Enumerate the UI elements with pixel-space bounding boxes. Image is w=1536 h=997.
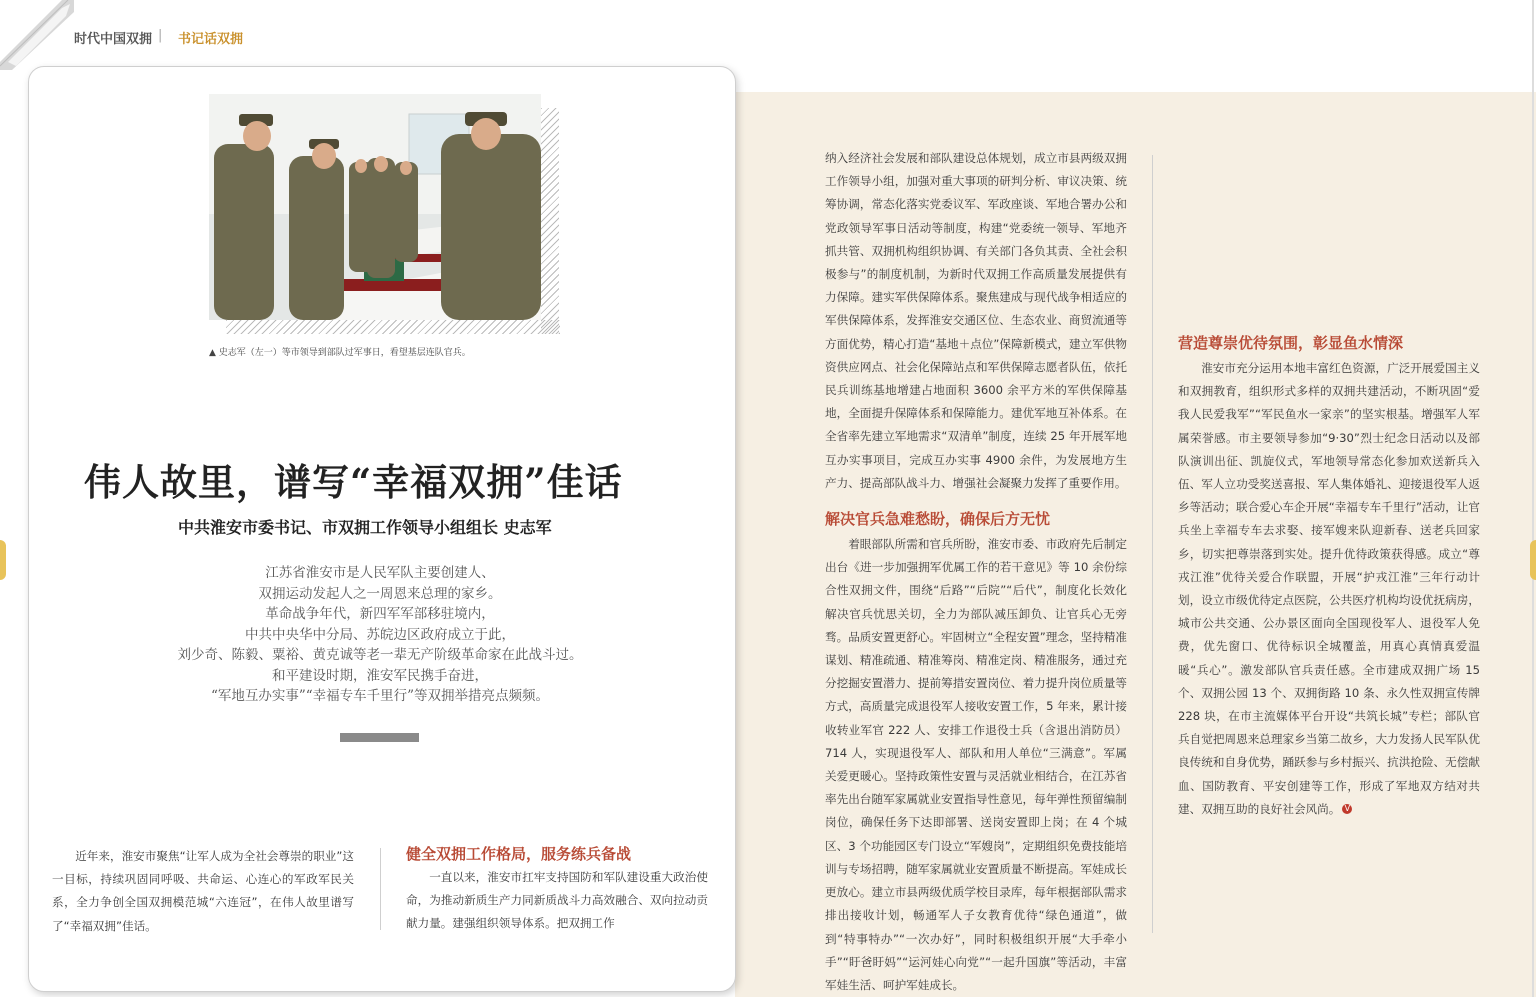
body-column-1 (52, 845, 354, 938)
article-byline: 中共淮安市委书记、市双拥工作领导小组组长 史志军 (178, 518, 552, 537)
body-paragraph: 一直以来，淮安市扛牢支持国防和军队建设重大政治使命，为推动新质生产力同新质战斗力高效融合、双向拉动贡献力量。建强组织领导体系。把双拥工作 (406, 870, 708, 931)
body-paragraph: 纳入经济社会发展和部队建设总体规划，成立市县两级双拥工作领导小组，加强对重大事项的研判分析、审议决策、统筹协调，常态化落实党委议军、军政座谈、军地合署办公和党政领导军事日活动等制度，构建“党委统一领导、军地齐抓共管、双拥机构组织协调、有关部门各负其责、全社会积极参与”的制度机制，为新时代双拥工作高质量发展提供有力保障。建实军供保障体系。聚焦建成与现代战争相适应的军供保障体系，发挥淮安交通区位、生态农业、商贸流通等方面优势，精心打造“基地＋点位”保障新模式，建立军供物资供应网点、社会化保障站点和军供保障志愿者队伍，依托民兵训练基地增建占地面积 3600 余平方米的军供保障基地，全面提升保障体系和保障能力。建优军地互补体系。在全省率先建立军地需求“双清单”制度，连续 25 年开展军地互办实事项目，完成互办实事 4900 余件，为发展地方生产力、提高部队战斗力、增强社会凝聚力发挥了重要作用。 (825, 151, 1127, 490)
body-text: 淮安市充分运用本地丰富红色资源，广泛开展爱国主义和双拥教育，组织形式多样的双拥共建活动，不断巩固“爱我人民爱我军”“军民鱼水一家亲”的坚实根基。增强军人军属荣誉感。市主要领导参加“9·30”烈士纪念日活动以及部队演训出征、凯旋仪式，军地领导常态化参加欢送新兵入伍、军人立功受奖送喜报、军人集体婚礼、迎接退役军人返乡等活动；联合爱心车企开展“幸福专车千里行”活动，让官兵坐上幸福专车去求娶、接军嫂来队迎新春、送老兵回家乡，切实把尊崇落到实处。提升优待政策获得感。成立“尊戎江淮”优待关爱合作联盟，开展“护戎江淮”三年行动计划，设立市级优待定点医院，公共医疗机构均设优抚病房，城市公共交通、公办景区面向全国现役军人、退役军人免费，优先窗口、优待标识全城覆盖，用真心真情真爱温暖“兵心”。激发部队官兵责任感。全市建成双拥广场 15 个、双拥公园 13 个、双拥街路 10 条、永久性双拥宣传牌 228 块，在市主流媒体平台开设“共筑长城”专栏；部队官兵自觉把周恩来总理家乡当第二故乡，大力发扬人民军队优良传统和自身优势，踊跃参与乡村振兴、抗洪抢险、无偿献血、国防教育、平安创建等工作，形成了军地双方结对共建、双拥互助的良好社会风尚。 (1178, 361, 1480, 816)
column-divider (1152, 155, 1153, 933)
body-column-4 (1178, 147, 1480, 821)
divider-bar (340, 733, 419, 742)
photo-caption: ▲ 史志军（左一）等市领导到部队过军事日，看望基层连队官兵。 (209, 348, 471, 358)
body-paragraph: 近年来，淮安市聚焦“让军人成为全社会尊崇的职业”这一目标，持续巩固同呼吸、共命运、心连心的军政军民关系，全力争创全国双拥模范城“六连冠”，在伟人故里谱写了“幸福双拥”佳话。 (52, 849, 354, 933)
article-title: 伟人故里，谱写“幸福双拥”佳话 (84, 460, 623, 504)
end-mark-icon: V (1342, 804, 1352, 814)
left-edge-tab (0, 540, 6, 580)
intro-line: 革命战争年代，新四军军部移驻境内， (265, 606, 495, 622)
magazine-name: 时代中国双拥 (74, 32, 153, 47)
body-column-3 (825, 147, 1127, 997)
section-name: 书记话双拥 (178, 32, 244, 47)
section-heading: 营造尊崇优待氛围，彰显鱼水情深 (1178, 334, 1404, 352)
intro-line: “军地互办实事”“幸福专车千里行”等双拥举措亮点频频。 (210, 688, 550, 704)
body-paragraph (1178, 357, 1480, 821)
header-separator: | (158, 28, 163, 43)
photo-shadow-hatch (226, 320, 560, 334)
page-curl-corner (0, 0, 80, 70)
article-intro (40, 563, 720, 707)
intro-line: 和平建设时期，淮安军民携手奋进， (272, 667, 488, 684)
intro-line: 中共中央华中分局、苏皖边区政府成立于此， (245, 626, 515, 643)
photo-shadow-hatch-side (541, 108, 559, 334)
intro-line: 刘少奇、陈毅、粟裕、黄克诚等老一辈无产阶级革命家在此战斗过。 (177, 647, 583, 663)
intro-line: 江苏省淮安市是人民军队主要创建人、 (265, 565, 495, 581)
soldiers-photo (209, 94, 541, 320)
right-edge-tab (1530, 540, 1536, 580)
body-column-2 (406, 842, 708, 936)
body-paragraph: 着眼部队所需和官兵所盼，淮安市委、市政府先后制定出台《进一步加强拥军优属工作的若干意见》等 10 余份综合性双拥文件，围绕“后路”“后院”“后代”，制度化长效化解决官兵忧思关切，全力为部队减压卸负、让官兵心无旁骛。品质安置更舒心。牢固树立“全程安置”理念，坚持精准谋划、精准疏通、精准筹岗、精准定岗、精准服务，通过充分挖掘安置潜力、提前筹措安置岗位、着力提升岗位质量等方式，高质量完成退役军人接收安置工作，5 年来，累计接收转业军官 222 人、安排工作退役士兵（含退出消防员）714 人，实现退役军人、部队和用人单位“三满意”。军属关爱更暖心。坚持政策性安置与灵活就业相结合，在江苏省率先出台随军家属就业安置指导性意见，每年弹性预留编制岗位，确保任务下达即部署、送岗安置即上岗；在 4 个城区、3 个功能园区专门设立“军嫂岗”，定期组织免费技能培训与专场招聘，随军家属就业安置质量不断提高。军娃成长更放心。建立市县两级优质学校目录库，每年根据部队需求排出接收计划，畅通军人子女教育优待“绿色通道”，做到“特事特办”“一次办好”，同时积极组织开展“大手牵小手”“盱爸盱妈”“运河娃心向党”“一起升国旗”等活动，丰富军娃生活、呵护军娃成长。 (825, 537, 1127, 992)
section-heading: 健全双拥工作格局，服务练兵备战 (406, 845, 632, 863)
column-divider (380, 848, 381, 930)
intro-line: 双拥运动发起人之一周恩来总理的家乡。 (258, 585, 502, 602)
section-heading: 解决官兵急难愁盼，确保后方无忧 (825, 510, 1051, 529)
